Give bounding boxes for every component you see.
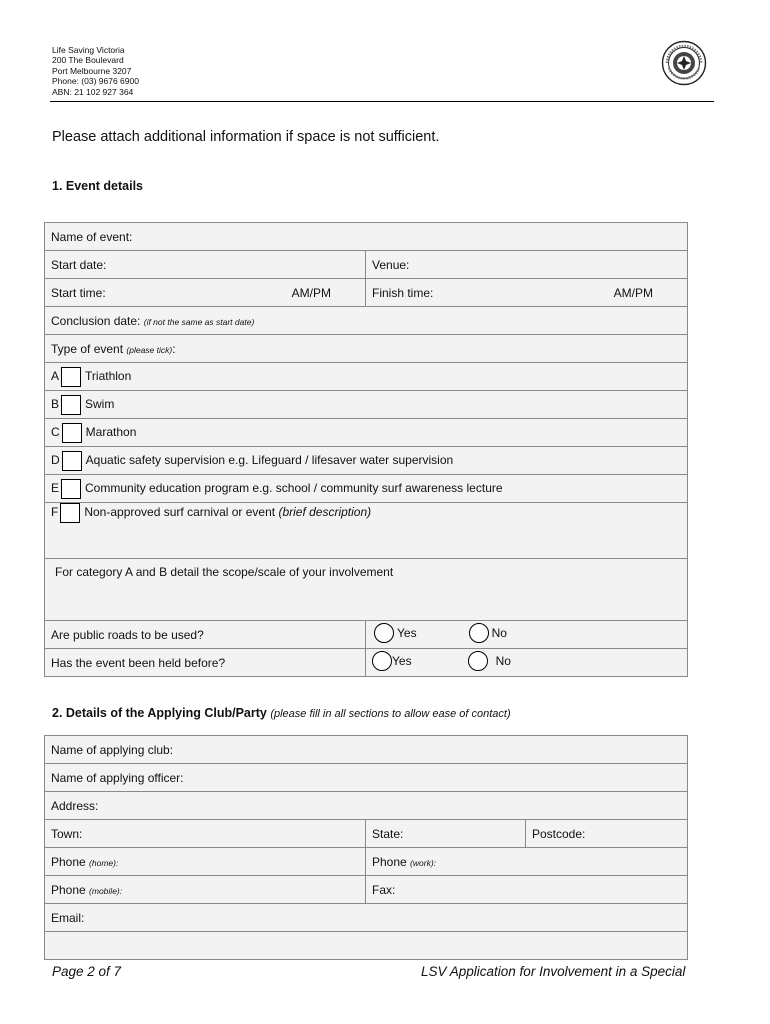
held-before-options	[366, 649, 688, 677]
event-type-row	[45, 391, 688, 419]
finish-ampm-label: AM/PM	[613, 285, 653, 300]
scope-label: For category A and B detail the scope/scale of your involvement	[55, 565, 394, 579]
event-type-letter: D	[51, 452, 60, 467]
event-type-e-checkbox[interactable]	[61, 479, 81, 499]
held-before-yes[interactable]	[372, 651, 412, 671]
radio-yes-icon[interactable]	[374, 623, 394, 643]
event-type-label: Non-approved surf carnival or event	[84, 505, 276, 520]
event-type-a-checkbox[interactable]	[61, 367, 81, 387]
conclusion-date-label: Conclusion date:	[51, 313, 141, 328]
postcode-field[interactable]	[526, 820, 688, 848]
radio-yes-icon[interactable]	[372, 651, 392, 671]
conclusion-date-field[interactable]	[45, 307, 688, 335]
event-type-row	[45, 419, 688, 447]
applying-club-table	[44, 735, 688, 960]
no-label: No	[491, 626, 507, 640]
section2-title	[52, 706, 511, 720]
name-of-event-label: Name of event:	[51, 229, 133, 244]
public-roads-options	[366, 621, 688, 649]
scope-field[interactable]	[45, 559, 688, 621]
phone-label: Phone	[372, 854, 407, 869]
document-title: LSV Application for Involvement in a Special	[421, 964, 686, 979]
address-field[interactable]	[45, 792, 688, 820]
finish-time-field[interactable]	[366, 279, 688, 307]
org-name: Life Saving Victoria	[52, 45, 125, 55]
header-divider	[50, 101, 714, 102]
state-field[interactable]	[366, 820, 526, 848]
phone-work-note: (work):	[410, 857, 437, 868]
event-type-b-checkbox[interactable]	[61, 395, 81, 415]
yes-label: Yes	[392, 654, 412, 668]
page-number: Page 2 of 7	[52, 964, 122, 979]
start-date-field[interactable]	[45, 251, 366, 279]
public-roads-yes[interactable]	[374, 623, 417, 643]
event-type-letter: F	[51, 505, 59, 520]
event-type-letter: E	[51, 480, 60, 495]
applying-officer-field[interactable]	[45, 764, 688, 792]
section2-title-text: 2. Details of the Applying Club/Party	[52, 706, 267, 720]
fax-label: Fax:	[372, 882, 396, 897]
type-of-event-heading: Type of event (please tick):	[45, 335, 688, 363]
radio-no-icon[interactable]	[468, 651, 488, 671]
email-field[interactable]	[45, 904, 688, 932]
yes-label: Yes	[397, 626, 417, 640]
event-type-letter: B	[51, 396, 60, 411]
held-before-label: Has the event been held before?	[51, 655, 226, 670]
venue-field[interactable]	[366, 251, 688, 279]
event-type-letter: A	[51, 368, 60, 383]
type-note: (please tick)	[126, 344, 173, 355]
postcode-label: Postcode:	[532, 826, 586, 841]
town-label: Town:	[51, 826, 83, 841]
phone-mobile-note: (mobile):	[89, 885, 123, 896]
public-roads-label: Are public roads to be used?	[51, 627, 204, 642]
event-type-letter: C	[51, 424, 60, 439]
event-type-d-checkbox[interactable]	[62, 451, 82, 471]
event-type-row	[45, 447, 688, 475]
name-of-event-field[interactable]	[45, 223, 688, 251]
section1-title: 1. Event details	[52, 179, 144, 193]
phone-mobile-field[interactable]	[45, 876, 366, 904]
address-line-1: 200 The Boulevard	[52, 55, 124, 66]
town-field[interactable]	[45, 820, 366, 848]
start-ampm-label: AM/PM	[291, 285, 331, 300]
conclusion-note: (if not the same as start date)	[143, 316, 255, 327]
intro-text: Please attach additional information if space is not sufficient.	[52, 129, 440, 145]
event-type-label: Aquatic safety supervision e.g. Lifeguard / lifesaver water supervision	[85, 452, 454, 467]
event-type-label: Swim	[85, 396, 115, 411]
no-label: No	[495, 654, 511, 668]
address-line-2: Port Melbourne 3207	[52, 65, 132, 76]
email-label: Email:	[51, 910, 85, 925]
phone-home-note: (home):	[89, 857, 119, 868]
event-type-f-checkbox[interactable]	[60, 503, 80, 523]
email-continuation-field[interactable]	[45, 932, 688, 960]
type-of-event-label: Type of event	[51, 341, 124, 356]
lsv-seal-logo-icon	[661, 40, 707, 86]
organisation-address	[52, 45, 139, 97]
fax-field[interactable]	[366, 876, 688, 904]
event-type-note: (brief description)	[278, 505, 372, 520]
applying-club-field[interactable]	[45, 736, 688, 764]
event-type-c-checkbox[interactable]	[62, 423, 82, 443]
applying-officer-label: Name of applying officer:	[51, 770, 184, 785]
event-type-label: Community education program e.g. school / community surf awareness lecture	[85, 480, 503, 495]
public-roads-question	[45, 621, 366, 649]
event-type-row	[45, 475, 688, 503]
held-before-question	[45, 649, 366, 677]
org-phone: Phone: (03) 9676 6900	[52, 76, 139, 87]
event-type-row	[45, 503, 688, 559]
finish-time-label: Finish time:	[372, 285, 434, 300]
venue-label: Venue:	[372, 257, 410, 272]
start-time-label: Start time:	[51, 285, 106, 300]
held-before-no[interactable]	[468, 651, 511, 671]
start-time-field[interactable]	[45, 279, 366, 307]
public-roads-no[interactable]	[469, 623, 507, 643]
phone-label: Phone	[51, 854, 86, 869]
event-type-label: Triathlon	[85, 368, 132, 383]
applying-club-label: Name of applying club:	[51, 742, 174, 757]
phone-label: Phone	[51, 882, 86, 897]
state-label: State:	[372, 826, 404, 841]
start-date-label: Start date:	[51, 257, 107, 272]
address-label: Address:	[51, 798, 99, 813]
event-type-row	[45, 363, 688, 391]
radio-no-icon[interactable]	[469, 623, 489, 643]
event-type-label: Marathon	[85, 424, 137, 439]
section2-title-note: (please fill in all sections to allow ease of contact)	[270, 708, 511, 720]
phone-work-field[interactable]	[366, 848, 688, 876]
event-details-table	[44, 222, 688, 677]
org-abn: ABN: 21 102 927 364	[52, 86, 134, 97]
phone-home-field[interactable]	[45, 848, 366, 876]
